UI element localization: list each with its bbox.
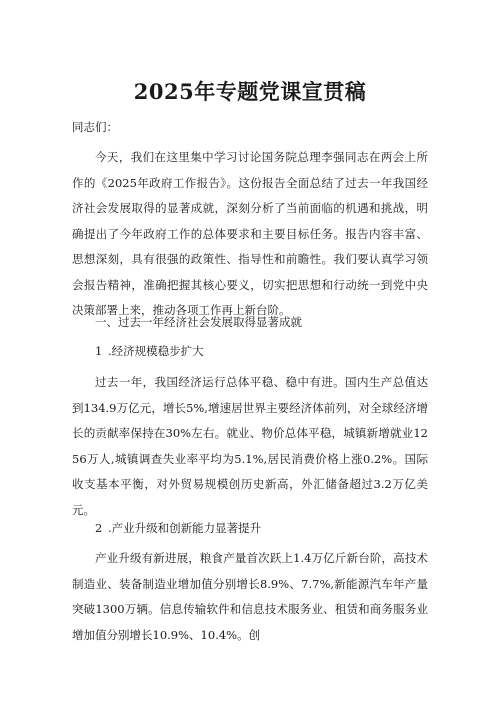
intro-paragraph: 今天，我们在这里集中学习讨论国务院总理李强同志在两会上所作的《2025年政府工作报告》。这份报告全面总结了过去一年我国经济社会发展取得的显著成就，深刻分析了当前面临的机遇和挑战，明确提出了今年政府工作的总体要求和主要目标任务。报告内容丰富、思想深刻，具有很强的政策性、指导性和前瞻性。我们要认真学习领会报告精神，准确把握其核心要义，切实把思想和行动统一到党中央决策部署上来，推动各项工作再上新台阶。: [72, 150, 428, 317]
document-title: 2025年专题党课宣贯稿: [133, 79, 367, 104]
subsection-title: .经济规模稳步扩大: [107, 344, 204, 358]
subsection-number: 1: [95, 344, 103, 358]
subsection-number: 2: [95, 521, 103, 535]
subsection-title: .产业升级和创新能力显著提升: [107, 521, 262, 535]
subsection-heading-economy: [72, 343, 428, 359]
salutation: 同志们：: [72, 120, 118, 134]
economy-paragraph: 过去一年，我国经济运行总体平稳、稳中有进。国内生产总值达到134.9万亿元，增长5%,增速居世界主要经济体前列，对全球经济增长的贡献率保持在30%左右。就业、物价总体平稳，城镇新增就业1256万人,城镇调查失业率平均为5.1%,居民消费价格上涨0.2%。国际收支基本平衡，对外贸易规模创历史新高，外汇储备超过3.2万亿美元。: [72, 375, 428, 517]
subsection-heading-industry: [72, 520, 428, 536]
section-heading-achievements: 一、过去一年经济社会发展取得显著成就: [95, 315, 302, 329]
industry-paragraph: 产业升级有新进展，粮食产量首次跃上1.4万亿斤新台阶，高技术制造业、装备制造业增加值分别增长8.9%、7.7%,新能源汽车年产量突破1300万辆。信息传输软件和信息技术服务业、租赁和商务服务业增加值分别增长10.9%、10.4%。创: [72, 551, 428, 642]
